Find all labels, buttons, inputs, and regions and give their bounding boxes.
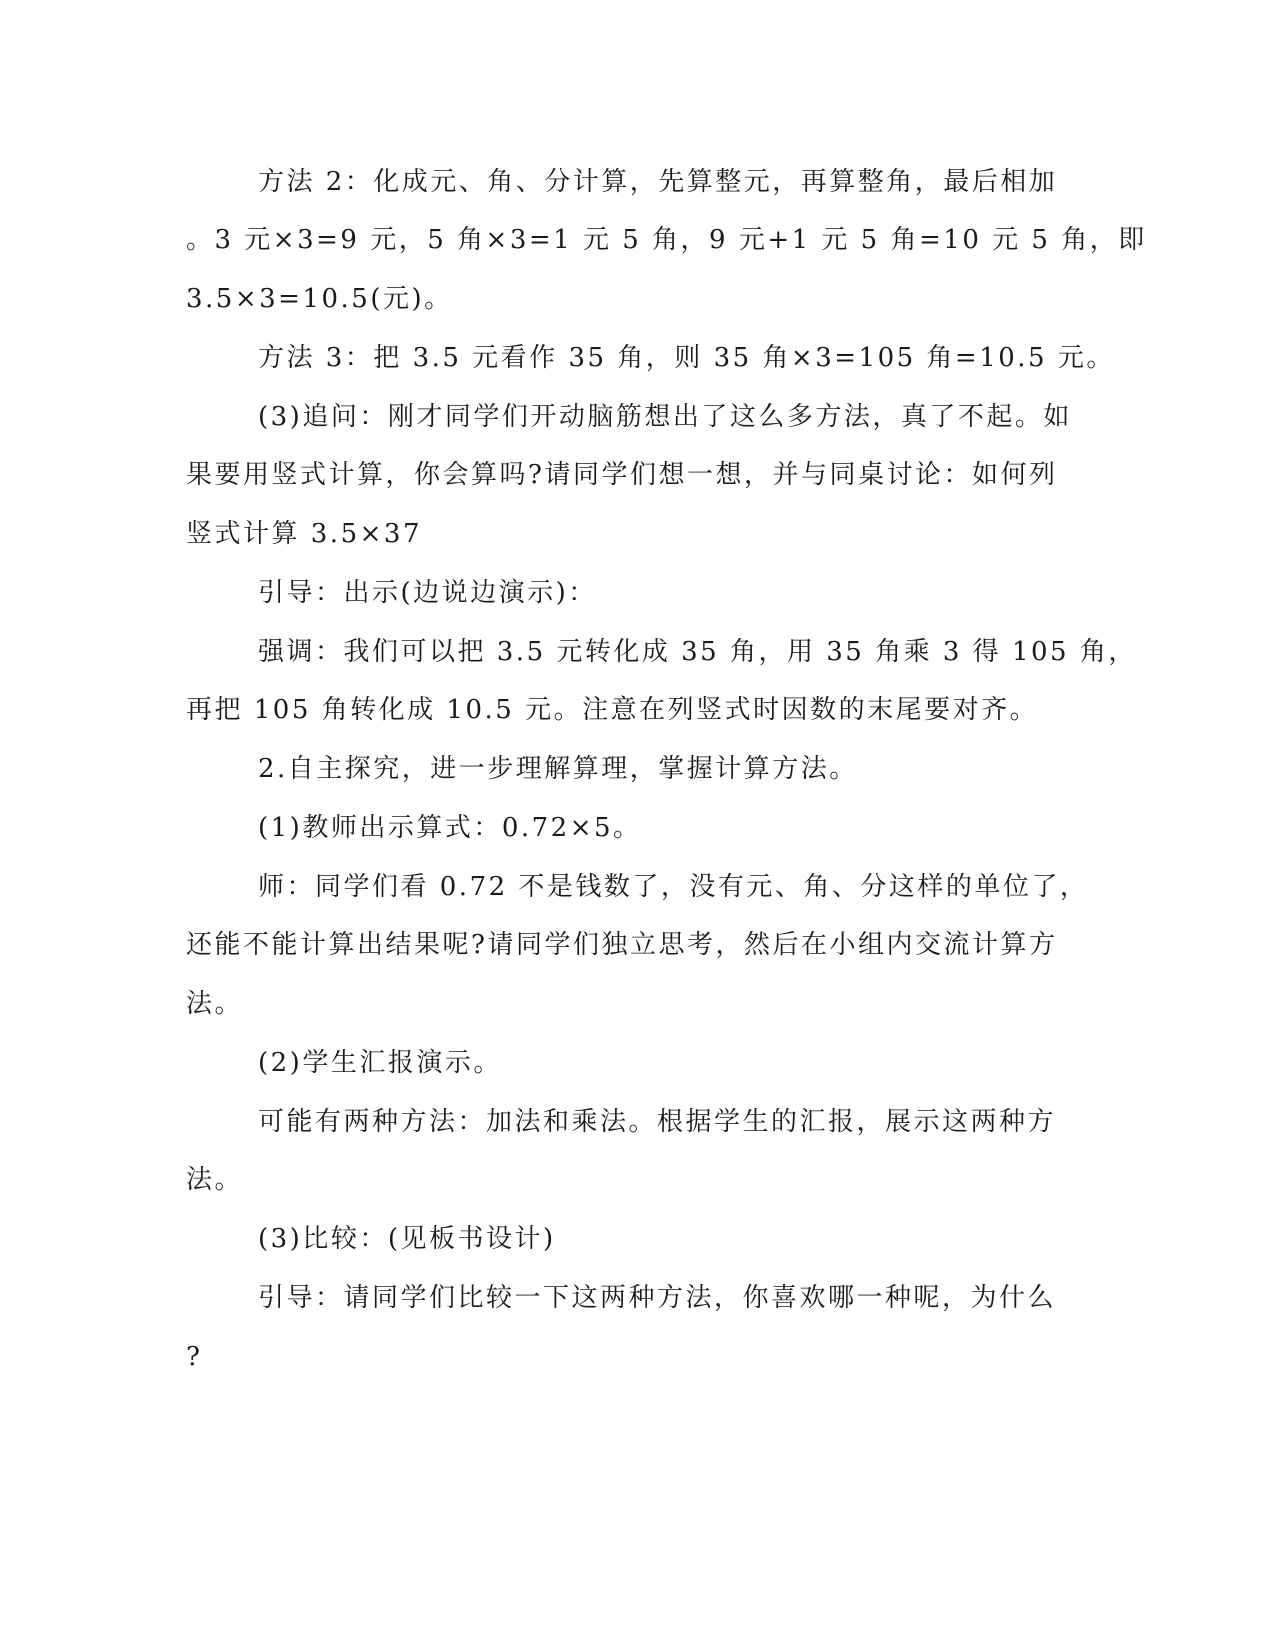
text-line: (2)学生汇报演示。 <box>258 1048 502 1078</box>
text-line: 引导：出示(边说边演示)： <box>258 578 597 608</box>
text-line: 方法 2：化成元、角、分计算，先算整元，再算整角，最后相加 <box>258 167 1058 197</box>
text-line: 强调：我们可以把 3.5 元转化成 35 角，用 35 角乘 3 得 105 角， <box>258 637 1137 667</box>
text-line: 3.5×3=10.5(元)。 <box>186 284 453 314</box>
text-line: 。3 元×3=9 元，5 角×3=1 元 5 角，9 元+1 元 5 角=10 元 5 角，即 <box>186 225 1147 255</box>
text-line: 可能有两种方法：加法和乘法。根据学生的汇报，展示这两种方 <box>258 1107 1057 1137</box>
text-line: 果要用竖式计算，你会算吗?请同学们想一想，并与同桌讨论：如何列 <box>186 460 1058 490</box>
text-line: 师：同学们看 0.72 不是钱数了，没有元、角、分这样的单位了， <box>258 872 1089 902</box>
text-line: (1)教师出示算式：0.72×5。 <box>258 813 642 843</box>
text-line: 还能不能计算出结果呢?请同学们独立思考，然后在小组内交流计算方 <box>186 930 1058 960</box>
text-line: (3)追问：刚才同学们开动脑筋想出了这么多方法，真了不起。如 <box>258 402 1072 432</box>
text-line: 方法 3：把 3.5 元看作 35 角，则 35 角×3=105 角=10.5 元。 <box>258 343 1115 373</box>
text-line: 法。 <box>186 989 244 1019</box>
text-line: 2.自主探究，进一步理解算理，掌握计算方法。 <box>258 754 858 784</box>
text-line: ? <box>186 1342 203 1372</box>
text-line: 法。 <box>186 1165 244 1195</box>
text-line: (3)比较：(见板书设计) <box>258 1224 556 1254</box>
text-line: 竖式计算 3.5×37 <box>186 519 422 549</box>
text-line: 再把 105 角转化成 10.5 元。注意在列竖式时因数的末尾要对齐。 <box>186 695 1039 725</box>
text-line: 引导：请同学们比较一下这两种方法，你喜欢哪一种呢，为什么 <box>258 1283 1057 1313</box>
